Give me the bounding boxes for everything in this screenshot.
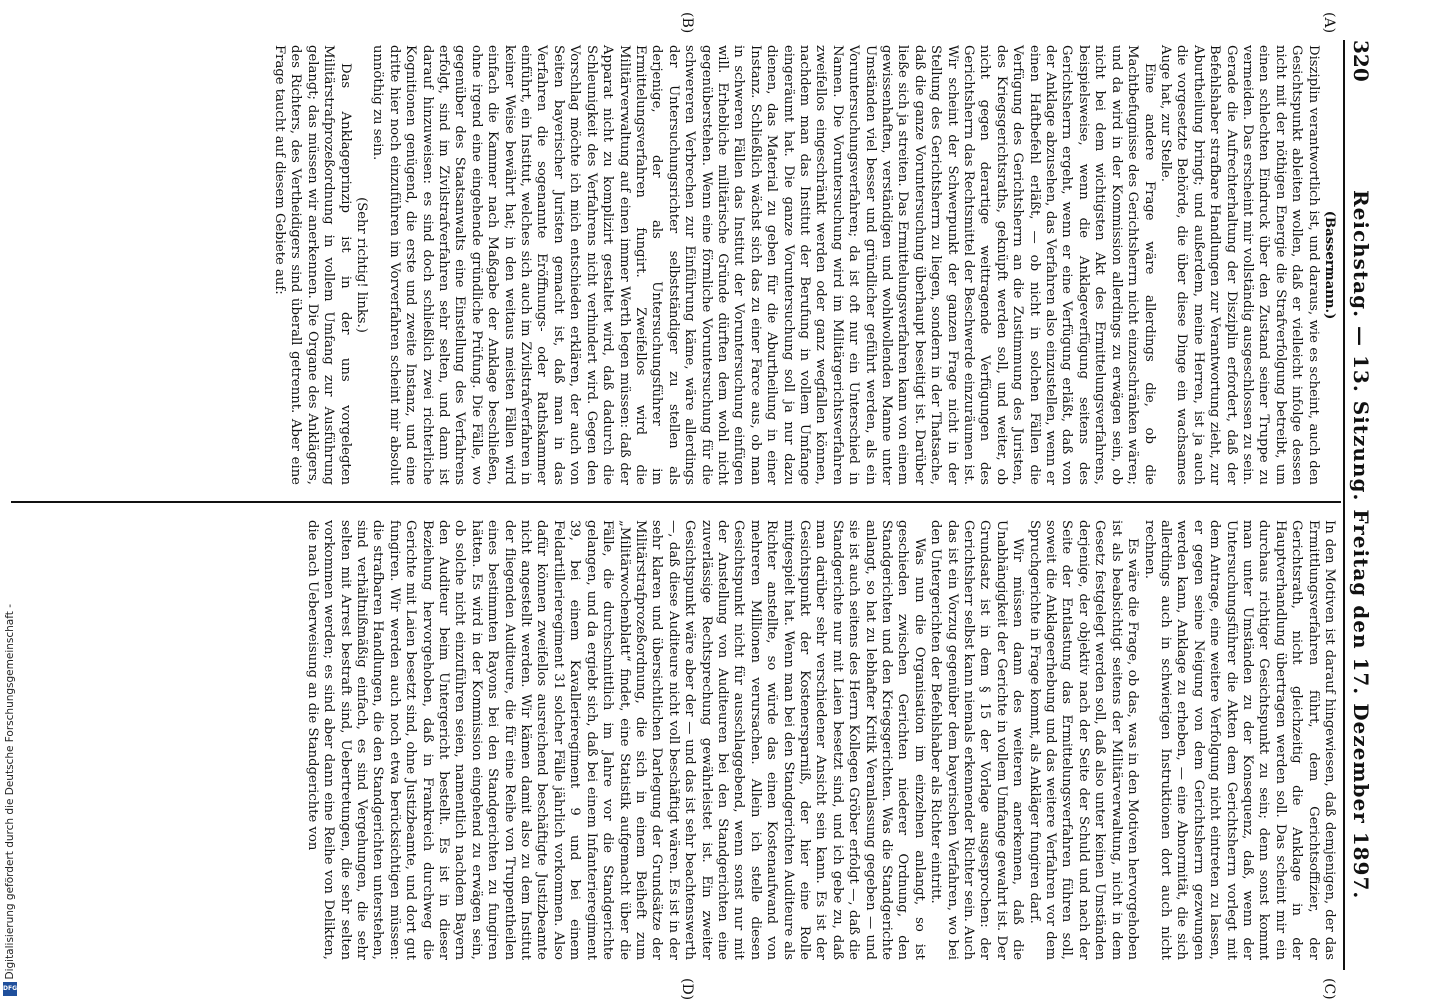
left-text-column [271,45,1337,485]
rotated-scan-page [5,0,1385,1000]
page-header [1343,40,1377,970]
column-divider [11,501,1341,503]
dfg-logo-icon: DFG [3,982,17,996]
page-number: 320 [1349,40,1373,82]
margin-marker-d: (D) [679,978,695,1000]
speaker-name: (Bassermann.) [1322,210,1337,320]
paragraph: Eine andere Frage wäre allerdings die, ob die Machtbefugnisse des Gerichtsherrn nicht einzuschränken wären; und da wird in der Kommission allerdings zu erwägen sein, ob nicht bei dem wichtigsten Akt des Ermittelungsverfahrens, beispielsweise, wenn die Anklageverfügung seitens des Gerichtsherrn ergeht, wenn er eine Verfügung erläßt, daß von der Anklage abzusehen, das Verfahren also einzustellen, wenn er einen Haftbefehl erläßt, — ob nicht in solchen Fällen die Verfügung des Gerichtsherrn an die Zustimmung des Juristen, des Kriegsgerichtsraths, geknüpft werden soll, und weiter, ob nicht gegen derartige weittragende Verfügungen des Gerichtsherrn das Rechtsmittel der Beschwerde einzuräumen ist. Wir scheint der Schwerpunkt der ganzen Frage nicht in der Stellung des Gerichtsherrn zu liegen, sondern in der Thatsache, daß die ganze Voruntersuchung überhaupt beseitigt ist. Darüber ließe sich ja streiten. Das Ermittelungsverfahren kann von einem gewissenhaften, verständigen und wohlwollenden Manne unter Umständen viel besser und gründlicher geführt werden, als ein Voruntersuchungsverfahren; da ist oft nur ein Unterschied in Namen. Die Voruntersuchung wird im Militärgerichtsverfahren zweifellos eingeschränkt werden oder ganz wegfallen können, nachdem man das Institut der Berufung in vollem Umfange eingeräumt hat. Die ganze Voruntersuchung soll ja nur dazu dienen, das Material zu geben für die Aburtheilung in einer Instanz. Schließlich wächst sich das zu einer Farce aus, ob man in schweren Fällen das Institut der Voruntersuchung einfügen will. Erhebliche militärische Gründe dürften dem wohl nicht gegenüberstehen. Wenn eine förmliche Voruntersuchung für die schwereren Verbrechen zur Einführung käme, wäre allerdings der Untersuchungsrichter selbstständiger zu stellen als derjenige, der als Untersuchungsführer im Ermittelungsverfahren fungirt. Zweifellos wird die Militärverwaltung auf einen immer Werth legen müssen: daß der Apparat nicht zu komplizirt gestaltet wird, daß dadurch die Schleunigkeit des Verfahrens nicht verhindert wird. Gegen den Vorschlag möchte ich mich entschieden erklären, der auch von Seiten bayerischer Juristen gemacht ist, daß man in das Verfahren die sogenannte Eröffnungs- oder Rathskammer einführt, ein Institut, welches sich auch im Zivilstrafverfahren in keiner Weise bewährt hat; in den weitaus meisten Fällen wird einfach die Kammer nach Maßgabe der Anklage beschließen, ohne irgend eine eingehende gründliche Prüfung. Die Fälle, wo gegenüber des Staatsanwalts eine Einstellung des Verfahrens erfolgt, sind im Zivilstrafverfahren sehr selten, und dann ist darauf hinzuweisen: es sind doch schließlich zwei richterliche Kognitionen genügend, die erste und zweite Instanz, und eine dritte hier noch einzuführen im Vorverfahren scheint mir absolut unnöthig zu sein. [370,45,1157,485]
paragraph: Wir müssen dann des weiteren anerkennen, daß die Unabhängigkeit der Gerichte in vollem Umfange gewahrt ist. Der Grundsatz ist in dem § 15 der Vorlage ausgesprochen: der Gerichtsherr selbst kann niemals erkennender Richter sein. Auch das ist ein Vorzug gegenüber dem bayerischen Verfahren, wo bei den Untergerichten der Befehlshaber als Richter eintritt. [928,520,1026,960]
right-text-column [303,520,1337,960]
digitization-note: Digitalisierung gefördert durch die Deutsche Forschungsgemeinschaft - [4,604,16,980]
paragraph: Was nun die Organisation im einzelnen anlangt, so ist geschieden zwischen Gerichten niederer Ordnung, den Standgerichten und den Kriegsgerichten. Was die Standgerichte anlangt, so hat zu lebhafter Kritik Veranlassung gegeben — und sie ist auch seitens des Herrn Kollegen Gröber erfolgt —, daß die Standgerichte nur mit Laien besetzt sind, und ich gebe zu, daß man darüber sehr verschiedener Ansicht sein kann. Es ist der Gesichtspunkt der Kostenersparniß, der hier eine Rolle mitgespielt hat. Wenn man bei den Standgerichten Auditeure als Richter anstellte, so würde das einen Kostenaufwand von mehreren Millionen verursachen. Allein ich stelle diesen Gesichtspunkt nicht für ausschlaggebend, wenn sonst nur mit der Anstellung von Auditeuren bei den Standgerichten eine zuverlässige Rechtsprechung gewährleistet ist. Ein zweiter Gesichtspunkt wäre aber der — und das ist sehr beachtenswerth —, daß diese Auditeure nicht voll beschäftigt wären. Es ist in der sehr klaren und übersichtlichen Darlegung der Grundsätze der Militärstrafprozeßordnung, die sich in einem Beiheft zum „Militärwochenblatt“ findet, eine Statistik aufgemacht über die Fälle, die durchschnittlich im Jahre vor die Standgerichte gelangen, und da ergiebt sich, daß bei einem Infanterieregiment 39, bei einem Kavallerieregiment 9 und bei einem Feldartillerieregiment 31 solcher Fälle jährlich vorkommen. Also dafür können zweifellos ausreichend beschäftigte Justizbeamte nicht angestellt werden. Wir kämen damit also zu dem Institut der fliegenden Auditeure, die für eine Reihe von Truppentheilen eines bestimmten Rayons bei den Standgerichten zu fungiren hätten. Es wird in der Kommission eingehend zu erwägen sein, ob solche nicht einzuführen seien, namentlich nachdem Bayern den Auditeur beim Untergericht bestellt. Es ist in dieser Beziehung hervorgehoben, daß in Frankreich durchweg die Gerichte mit Laien besetzt sind, ohne Justizbeamte, und dort gut fungiren. Wir werden auch noch etwa berücksichtigen müssen: die strafbaren Handlungen, die den Standgerichten unterstehen, sind verhältnißmäßig einfach, es sind Vergehungen, die sehr selten mit Arrest bestraft sind, Uebertretungen, die sehr selten vorkommen werden; es sind aber dann eine Reihe von Delikten, die nach Ueberweisung an die Standgerichte von [304,520,927,960]
paragraph: Das Anklageprinzip ist in der uns vorgelegten Militärstrafprozeßordnung in vollem Umfang zur Ausführung gelangt; das müssen wir anerkennen. Die Organe des Anklägers, des Richters, des Vertheidigers sind überall getrennt. Aber eine Frage taucht auf diesem Gebiete auf: [272,45,353,485]
margin-marker-c: (C) [1321,978,1337,1000]
margin-marker-b: (B) [679,12,695,34]
interjection: (Sehr richtig! links.) [354,197,370,333]
page-title: Reichstag. — 13. Sitzung. Freitag den 17. Dezember 1897. [1349,190,1373,900]
margin-marker-a: (A) [1321,12,1337,34]
digitization-footer [0,0,20,1000]
paragraph: In den Motiven ist darauf hingewiesen, daß demjenigen, der das Ermittlungsverfahren führt, dem Gerichtsoffizier, der Gerichtsrath, nicht gleichzeitig die Anklage in der Hauptverhandlung übertragen werden soll. Das scheint mir ein durchaus richtiger Gesichtspunkt zu sein; denn sonst kommt man unter Umständen zu der Konsequenz, daß, wenn der Untersuchungsführer die Akten dem Gerichtsherrn vorlegt mit dem Antrage, eine weitere Verfolgung nicht eintreten zu lassen, er gegen seine Neigung von dem Gerichtsherrn gezwungen werden kann, Anklage zu erheben, — eine Abnormität, die sich allerdings auch in schwierigen Instruktionen dort auch nicht rechnen. [1141,520,1337,960]
paragraph: Disziplin verantwortlich ist, und daraus, wie es scheint, auch den Gesichtspunkt ableiten wollen, daß er vielleicht infolge dessen nicht mit der nöthigen Energie die Strafverfolgung betreibt, um einen schlechten Eindruck über den Zustand seiner Truppe zu vermeiden. Das erscheint mir vollständig ausgeschlossen zu sein. Gerade die Aufrechterhaltung der Disziplin erfordert, daß der Befehlshaber strafbare Handlungen zur Verantwortung zieht, zur Aburtheilung bringt; und außerdem, meine Herren, ist ja auch die vorgesetzte Behörde, die über diese Dinge ein wachsames Auge hat, zur Stelle. [1157,45,1321,485]
header-rule [1343,40,1345,970]
paragraph: Es wäre die Frage, ob das, was in den Motiven hervorgehoben ist als beabsichtigt seitens der Militärverwaltung, nicht in dem Gesetz festgelegt werden soll, daß also unter keinen Umständen derjenige, der objektiv nach der Seite der Schuld und nach der Seite der Entlastung das Ermittelungsverfahren führen soll, soweit die Anklageerhebung und das weitere Verfahren vor dem Spruchgerichte in Frage kommt, als Ankläger fungiren darf. [1026,520,1141,960]
